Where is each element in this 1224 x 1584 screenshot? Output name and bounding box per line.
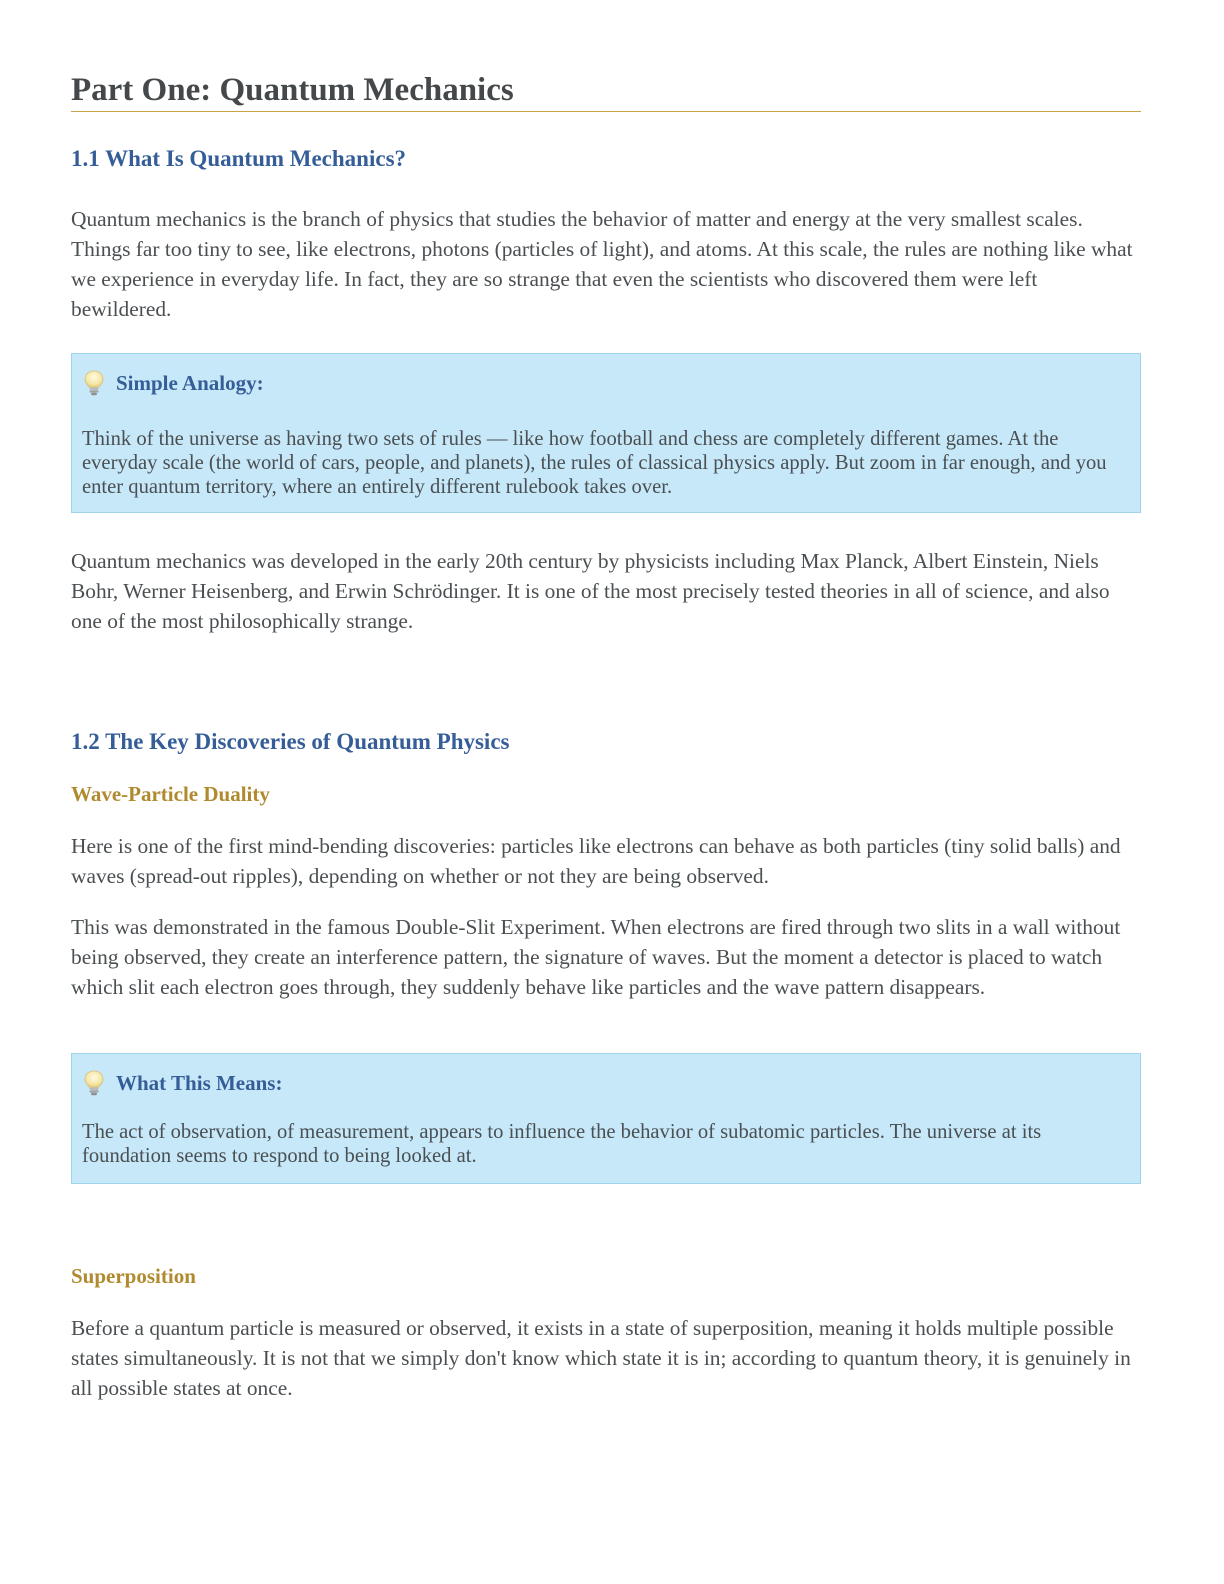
history-paragraph: Quantum mechanics was developed in the early 20th century by physicists including Max Planck, Albert Einstein, Niels Bohr, Werner Heisenberg, and Erwin Schrödinger. It is one of the most precisely tested theories in all of science, and also one of the most philosophically strange.: [71, 549, 1110, 633]
callout-header: [82, 1068, 282, 1098]
analogy-callout: [71, 353, 1141, 513]
callout-header: [82, 368, 264, 398]
callout-heading: What This Means:: [116, 1070, 283, 1095]
subsection-heading-superposition: Superposition: [71, 1264, 196, 1288]
intro-paragraph: Quantum mechanics is the branch of physics that studies the behavior of matter and energy at the very smallest scales. Things far too tiny to see, like electrons, photons (particles of light), and atoms. At this scale, the rules are nothing like what we experience in everyday life. In fact, they are so strange that even the scientists who discovered them were left bewildered.: [71, 207, 1133, 321]
section-heading-1-2: 1.2 The Key Discoveries of Quantum Physics: [71, 729, 510, 754]
section-heading-1-1: 1.1 What Is Quantum Mechanics?: [71, 146, 407, 171]
wave-particle-paragraph-1: Here is one of the first mind-bending discoveries: particles like electrons can behave as both particles (tiny solid balls) and waves (spread-out ripples), depending on whether or not they are being observed.: [71, 834, 1121, 888]
subsection-heading-wave-particle: Wave-Particle Duality: [71, 782, 270, 806]
superposition-paragraph: Before a quantum particle is measured or observed, it exists in a state of superposition, meaning it holds multiple possible states simultaneously. It is not that we simply don't know which state it is in; according to quantum theory, it is genuinely in all possible states at once.: [71, 1316, 1131, 1400]
meaning-callout: [71, 1053, 1141, 1184]
callout-heading: Simple Analogy:: [116, 370, 264, 395]
callout-body: The act of observation, of measurement, appears to influence the behavior of subatomic particles. The universe at its foundation seems to respond to being looked at.: [82, 1121, 1042, 1167]
lightbulb-icon: [82, 369, 106, 397]
part-title: Part One: Quantum Mechanics: [71, 70, 1141, 112]
callout-body: Think of the universe as having two sets of rules — like how football and chess are completely different games. At the everyday scale (the world of cars, people, and planets), the rules of classical physics apply. But zoom in far enough, and you enter quantum territory, where an entirely different rulebook takes over.: [82, 428, 1107, 498]
lightbulb-icon: [82, 1069, 106, 1097]
wave-particle-paragraph-2: This was demonstrated in the famous Double-Slit Experiment. When electrons are fired through two slits in a wall without being observed, they create an interference pattern, the signature of waves. But the moment a detector is placed to watch which slit each electron goes through, they suddenly behave like particles and the wave pattern disappears.: [71, 915, 1121, 999]
